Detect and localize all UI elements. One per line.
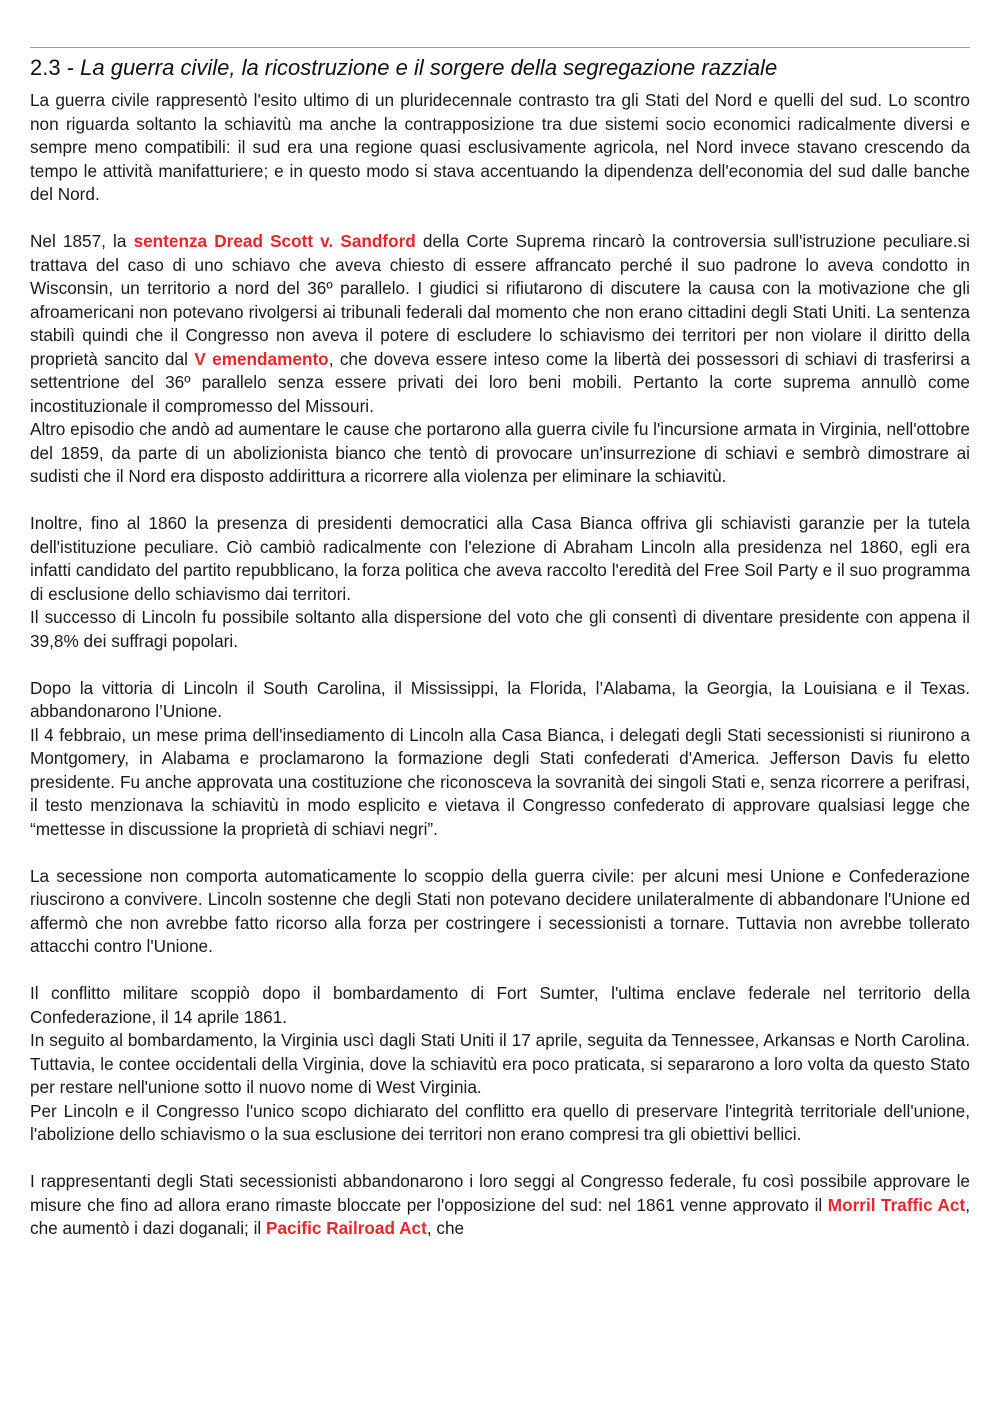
text-run: La guerra civile rappresentò l'esito ultimo di un pluridecennale contrasto tra gli Stati del Nord e quelli del sud. Lo scontro non riguarda soltanto la schiavitù ma anche la contrapposizione tra due sistemi socio economici radicalmente diversi e sempre meno compatibili: il sud era una regione quasi esclusivamente agricola, nel Nord invece stavano crescendo da tempo le attività manifatturiere; e in questo modo si stava accentuando la dipendenza dell'economia del sud dalle banche del Nord. (30, 90, 970, 204)
paragraph-line (30, 677, 970, 724)
paragraph-line (30, 1100, 970, 1147)
paragraph-line (30, 606, 970, 653)
highlighted-term: V emendamento (194, 348, 329, 369)
document-body (30, 89, 970, 1264)
paragraph-line (30, 724, 970, 842)
paragraph-line (30, 230, 970, 418)
highlighted-term: sentenza Dread Scott v. Sandford (133, 231, 416, 251)
text-run: La secessione non comporta automaticamente lo scoppio della guerra civile: per alcuni mesi Unione e Confederazione riuscirono a convivere. Lincoln sostenne che degli Stati non potevano decidere unilateralmente di abbandonare l'Unione ed affermò che non avrebbe fatto ricorso alla forza per costringere i secessionisti a tornare. Tuttavia non avrebbe tollerato attacchi contro l'Unione. (30, 865, 970, 956)
paragraph-p3 (30, 512, 970, 653)
paragraph-line (30, 865, 970, 959)
text-run: Per Lincoln e il Congresso l'unico scopo dichiarato del conflitto era quello di preservare l'integrità territoriale dell'unione, l'abolizione dello schiavismo o la sua esclusione dei territori non erano compresi tra gli obiettivi bellici. (30, 1100, 970, 1144)
text-run: Nel 1857, la (30, 231, 134, 251)
heading-separator: - (60, 55, 81, 80)
highlighted-term: Morril Traffic Act (827, 1194, 966, 1215)
paragraph-p6 (30, 982, 970, 1147)
text-run: della Corte Suprema rincarò la controversia sull'istruzione peculiare.si trattava del caso di uno schiavo che aveva chiesto di essere affrancato perché il suo padrone lo aveva condotto in Wisconsin, un territorio a nord del 36º parallelo. I giudici si rifiutarono di discutere la causa con la motivazione che gli afroamericani non potevano rivolgersi ai tribunali federali dal momento che non erano cittadini degli Stati Uniti. La sentenza stabilì quindi che il Congresso non aveva il potere di escludere lo schiavismo dei territori per non violare il diritto della proprietà sancito dal (30, 231, 970, 369)
paragraph-p5 (30, 865, 970, 959)
section-title: La guerra civile, la ricostruzione e il sorgere della segregazione razziale (80, 55, 778, 80)
section-heading (30, 53, 777, 83)
paragraph-line (30, 982, 970, 1029)
text-run: Altro episodio che andò ad aumentare le cause che portarono alla guerra civile fu l'incursione armata in Virginia, nell'ottobre del 1859, da parte di un abolizionista bianco che tentò di provocare un'insurrezione di schiavi e sembrò dimostrare ai sudisti che il Nord era disposto addirittura a ricorrere alla violenza per eliminare la schiavitù. (30, 419, 970, 486)
text-run: Il successo di Lincoln fu possibile soltanto alla dispersione del voto che gli consentì di diventare presidente con appena il 39,8% dei suffragi popolari. (30, 607, 970, 651)
text-run: Il 4 febbraio, un mese prima dell'insediamento di Lincoln alla Casa Bianca, i delegati degli Stati secessionisti si riunirono a Montgomery, in Alabama e proclamarono la formazione degli Stati confederati d'America. Jefferson Davis fu eletto presidente. Fu anche approvata una costituzione che riconosceva la sovranità dei singoli Stati e, senza ricorrere a perifrasi, il testo menzionava la schiavitù in modo esplicito e vietava il Congresso confederato di approvare qualsiasi legge che “mettesse in discussione la proprietà di schiavi negri”. (30, 724, 970, 839)
section-number: 2.3 (30, 55, 61, 80)
paragraph-p4 (30, 677, 970, 842)
top-rule (30, 47, 970, 48)
paragraph-p7 (30, 1170, 970, 1241)
text-run: In seguito al bombardamento, la Virginia uscì dagli Stati Uniti il 17 aprile, seguita da Tennessee, Arkansas e North Carolina. Tuttavia, le contee occidentali della Virginia, dove la schiavitù era poco praticata, si separarono a loro volta da questo Stato per restare nell'unione sotto il nuovo nome di West Virginia. (30, 1030, 970, 1097)
text-run: , che aumentò i dazi doganali; il (30, 1194, 970, 1238)
paragraph-line (30, 418, 970, 489)
paragraph-line (30, 1029, 970, 1100)
paragraph-line (30, 1170, 970, 1241)
text-run: Dopo la vittoria di Lincoln il South Carolina, il Mississippi, la Florida, l’Alabama, la Georgia, la Louisiana e il Texas. abbandonarono l’Unione. (30, 677, 970, 721)
paragraph-p2 (30, 230, 970, 489)
highlighted-term: Pacific Railroad Act (266, 1218, 427, 1238)
text-run: , che doveva essere inteso come la libertà dei possessori di schiavi di trasferirsi a settentrione del 36º parallelo senza essere privati dei loro beni mobili. Pertanto la corte suprema annullò come incostituzionale il compromesso del Missouri. (30, 348, 970, 416)
paragraph-p1 (30, 89, 970, 207)
paragraph-line (30, 512, 970, 606)
text-run: , che (426, 1218, 465, 1238)
paragraph-line (30, 89, 970, 207)
text-run: Inoltre, fino al 1860 la presenza di presidenti democratici alla Casa Bianca offriva gli schiavisti garanzie per la tutela dell'istituzione peculiare. Ciò cambiò radicalmente con l'elezione di Abraham Lincoln alla presidenza nel 1860, egli era infatti candidato del partito repubblicano, la forza politica che aveva raccolto l'eredità del Free Soil Party e il suo programma di esclusione dello schiavismo dai territori. (30, 513, 970, 604)
text-run: I rappresentanti degli Stati secessionisti abbandonarono i loro seggi al Congresso federale, fu così possibile approvare le misure che fino ad allora erano rimaste bloccate per l'opposizione del sud: nel 1861 venne approvato il (30, 1171, 970, 1215)
text-run: Il conflitto militare scoppiò dopo il bombardamento di Fort Sumter, l'ultima enclave federale nel territorio della Confederazione, il 14 aprile 1861. (30, 983, 970, 1027)
